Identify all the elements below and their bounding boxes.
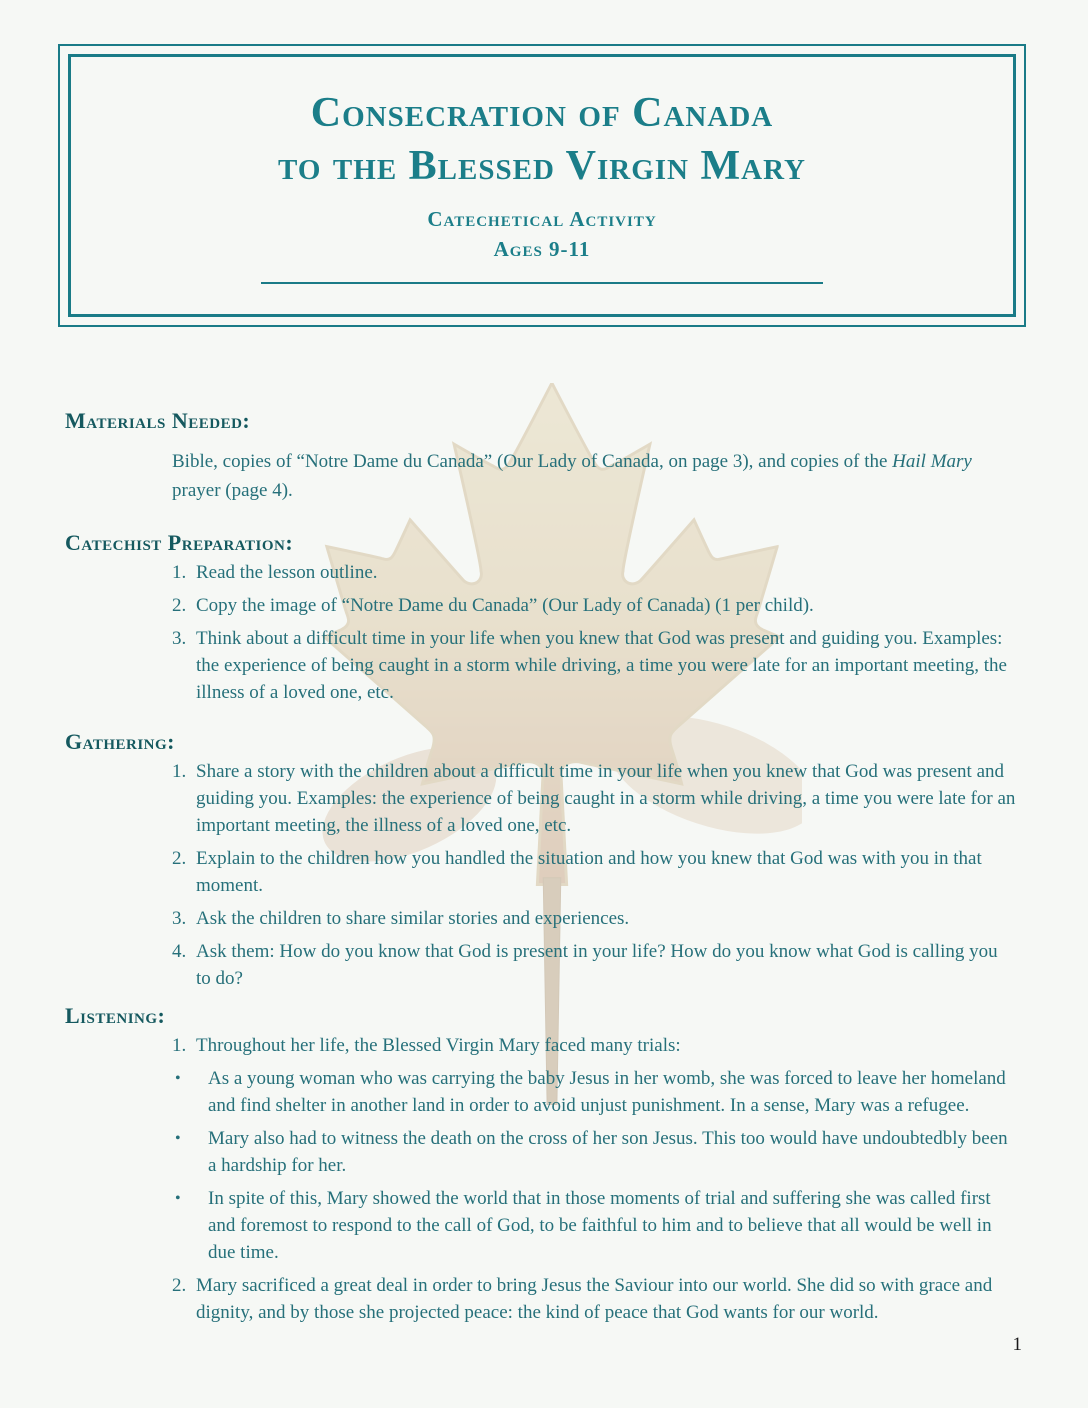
listening-list: [172, 1032, 1016, 1326]
title-line-1: Consecration of Canada: [310, 90, 774, 136]
title-divider-rule: [261, 282, 823, 284]
listening-heading: Listening:: [65, 1003, 166, 1028]
item-number: 4.: [172, 941, 187, 962]
materials-body-italic: Hail Mary: [892, 451, 972, 472]
item-number: 2.: [172, 848, 187, 869]
page-number: 1: [1012, 1334, 1022, 1355]
list-item: [172, 905, 1016, 932]
list-item: [172, 938, 1016, 992]
bullet-item: [172, 1185, 1016, 1266]
page-title: [71, 87, 1013, 193]
title-box-inner-border: [68, 54, 1016, 317]
item-number: 1.: [172, 562, 187, 583]
ages-label: Ages 9-11: [493, 237, 591, 261]
list-item: [172, 1272, 1016, 1326]
list-item: [172, 1032, 1016, 1059]
materials-heading: Materials Needed:: [65, 408, 251, 433]
item-text: As a young woman who was carrying the baby Jesus in her womb, she was forced to leave her homeland and find shelter in another land in order to avoid unjust punishment. In a sense, Mary was a refugee.: [208, 1068, 1006, 1116]
section-catechist-preparation: [65, 529, 1016, 706]
item-text: Read the lesson outline.: [196, 562, 378, 583]
catechist-heading: Catechist Preparation:: [65, 530, 294, 555]
title-box: [58, 44, 1026, 327]
item-text: Mary sacrificed a great deal in order to bring Jesus the Saviour into our world. She did so with grace and dignity, and by those she projected peace: the kind of peace that God wants for our world.: [196, 1275, 993, 1323]
item-text: Mary also had to witness the death on the cross of her son Jesus. This too would have undoubtedbly been a hardship for her.: [208, 1128, 1008, 1176]
item-number: 2.: [172, 595, 187, 616]
item-number: 2.: [172, 1275, 187, 1296]
bullet-icon: •: [175, 1130, 181, 1147]
list-item: [172, 625, 1016, 706]
subtitle: Catechetical Activity: [427, 207, 657, 231]
bullet-icon: •: [175, 1190, 181, 1207]
bullet-icon: •: [175, 1070, 181, 1087]
item-text: Throughout her life, the Blessed Virgin Mary faced many trials:: [196, 1035, 681, 1056]
list-item: [172, 845, 1016, 899]
item-text: Think about a difficult time in your life when you knew that God was present and guiding you. Examples: the experience of being caught in a storm while driving, a time you were late for an important meeting, the illness of a loved one, etc.: [196, 628, 1007, 703]
title-line-2: to the Blessed Virgin Mary: [278, 143, 806, 189]
catechist-list: [172, 559, 1016, 706]
materials-body: [172, 447, 1016, 505]
item-number: 3.: [172, 908, 187, 929]
section-listening: [65, 1002, 1016, 1326]
gathering-heading: Gathering:: [65, 729, 176, 754]
bullet-item: [172, 1125, 1016, 1179]
bullet-item: [172, 1065, 1016, 1119]
item-number: 1.: [172, 1035, 187, 1056]
gathering-list: [172, 758, 1016, 992]
list-item: [172, 758, 1016, 839]
materials-body-part1: Bible, copies of “Notre Dame du Canada” (Our Lady of Canada, on page 3), and copies of the: [172, 451, 893, 472]
section-materials: [65, 407, 1016, 505]
section-gathering: [65, 728, 1016, 992]
item-text: Share a story with the children about a difficult time in your life when you knew that God was present and guiding you. Examples: the experience of being caught in a storm while driving, a time you were late for an important meeting, the illness of a loved one, etc.: [196, 761, 1016, 836]
materials-body-part2: prayer (page 4).: [172, 480, 293, 501]
item-number: 3.: [172, 628, 187, 649]
list-item: [172, 592, 1016, 619]
item-text: Copy the image of “Notre Dame du Canada” (Our Lady of Canada) (1 per child).: [196, 595, 814, 616]
item-text: Ask them: How do you know that God is present in your life? How do you know what God is calling you to do?: [196, 941, 998, 989]
item-text: Ask the children to share similar stories and experiences.: [196, 908, 630, 929]
item-text: In spite of this, Mary showed the world that in those moments of trial and suffering she was called first and foremost to respond to the call of God, to be faithful to him and to believe that all would be well in due time.: [208, 1188, 992, 1263]
document-body: [0, 331, 1088, 1332]
item-text: Explain to the children how you handled the situation and how you knew that God was with you in that moment.: [196, 848, 982, 896]
list-item: [172, 559, 1016, 586]
item-number: 1.: [172, 761, 187, 782]
